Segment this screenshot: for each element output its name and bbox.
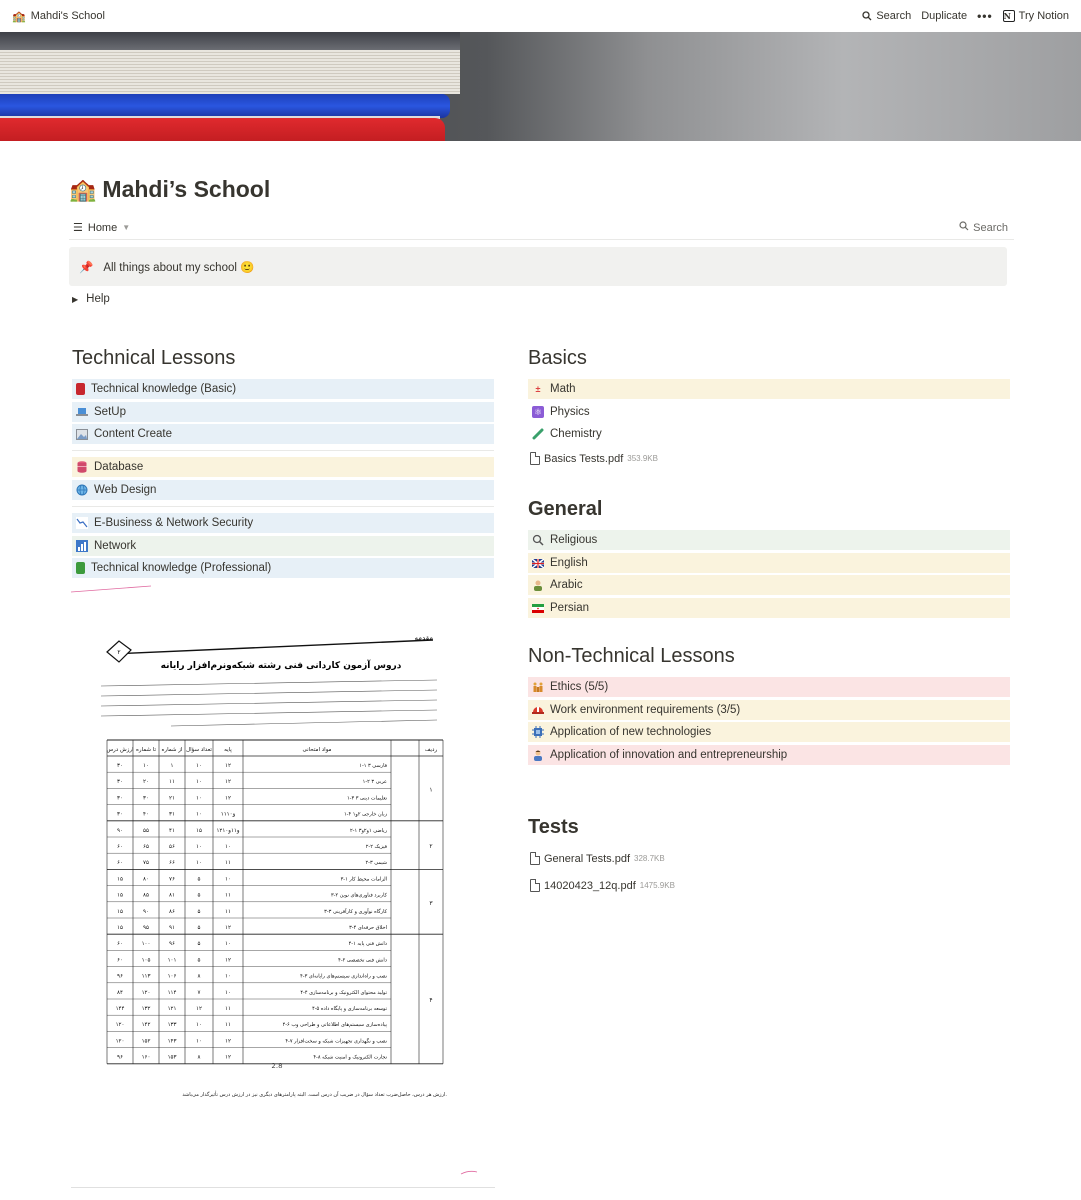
general-item-label: Religious xyxy=(550,534,598,546)
doc-row-count: ۱۰ xyxy=(196,795,202,802)
doc-row-to: ۱۵۲ xyxy=(141,1038,151,1045)
nontech-item-label: Ethics (5/5) xyxy=(550,681,609,693)
doc-row-grade: ۱۰ xyxy=(225,973,231,980)
tech-item-label: Web Design xyxy=(94,484,157,496)
general-item-label: English xyxy=(550,557,588,569)
doc-row-from: ۹۶ xyxy=(169,941,175,948)
doc-row-from: ۱۱ xyxy=(169,779,175,786)
search-icon xyxy=(862,11,872,21)
doc-table-header: تعداد سؤال xyxy=(186,747,212,753)
doc-row-grade: ۱۲ xyxy=(225,763,231,769)
search-icon xyxy=(959,221,969,234)
breadcrumb-label: Mahdi's School xyxy=(30,10,105,22)
helmet-icon xyxy=(532,704,544,716)
file-icon xyxy=(530,852,540,865)
doc-row-value: ۱۲۰ xyxy=(115,1022,125,1029)
help-toggle-label: Help xyxy=(86,293,110,305)
doc-row-subject: ۴-۱ دانش فنی پایه xyxy=(348,941,387,948)
chart-down-icon xyxy=(76,517,88,529)
file-size: 1475.9KB xyxy=(639,881,675,890)
doc-row-to: ۶۵ xyxy=(143,844,149,850)
doc-corner-label: مقدمه xyxy=(414,634,433,642)
math-icon: ± xyxy=(535,384,541,394)
general-tests-file[interactable] xyxy=(530,852,665,865)
search-button[interactable] xyxy=(862,10,911,22)
tech-item-label: Network xyxy=(94,540,137,552)
nontech-item-label: Application of new technologies xyxy=(550,726,712,738)
doc-table-header: ارزش درس xyxy=(106,747,134,753)
view-label: Home xyxy=(87,221,118,234)
doc-row-subject: ۴-۸ تجارت الکترونیک و امنیت شبکه xyxy=(313,1054,387,1061)
doc-row-from: ۱۱۴ xyxy=(167,989,177,996)
doc-footnote: ارزش هر درس، حاصل‌ضرب تعداد سؤال در ضریب آن درس است. البته پارامترهای دیگری نیز در ارزش درس تأثیرگذار می‌باشد. xyxy=(182,1092,447,1098)
tech-item-content-create[interactable] xyxy=(72,424,494,444)
pin-icon: 📌 xyxy=(79,261,94,274)
doc-row-value: ۱۵ xyxy=(117,925,123,931)
doc-row-from: ۵۶ xyxy=(169,844,175,850)
doc-row-to: ۸۵ xyxy=(143,892,149,899)
doc-row-value: ۳۰ xyxy=(117,795,123,802)
uk-flag-icon xyxy=(532,557,544,569)
doc-row-count: ۵ xyxy=(197,908,201,915)
doc-table-header: تا شماره xyxy=(136,747,156,753)
doc-row-to: ۱۶۰ xyxy=(141,1054,151,1061)
file-size: 328.7KB xyxy=(634,854,665,863)
doc-row-value: ۳۰ xyxy=(117,779,123,786)
doc-row-grade: ۱۲ xyxy=(225,957,231,964)
doc-row-value: ۹۰ xyxy=(117,827,123,834)
doc-row-count: ۱۰ xyxy=(196,779,202,786)
doc-row-subject: ۲-۲ فیزیک xyxy=(365,844,387,850)
doc-scale-label: 2.8 xyxy=(271,1062,283,1070)
doc-row-count: ۱۲ xyxy=(196,1006,202,1012)
doc-row-subject: ۲-۳ شیمی xyxy=(365,860,387,867)
tech-item-professional[interactable] xyxy=(72,558,494,578)
doc-row-to: ۱۰۰ xyxy=(141,941,151,948)
doc-row-from: ۱۵۳ xyxy=(167,1054,177,1061)
nontech-item-label: Work environment requirements (3/5) xyxy=(550,704,741,716)
doc-row-grade: ۱۰ xyxy=(225,989,231,996)
doc-row-count: ۱۰ xyxy=(196,811,202,818)
try-notion-button[interactable] xyxy=(1003,10,1069,22)
doc-row-count: ۱۰ xyxy=(196,844,202,850)
atom-icon: ⚛ xyxy=(533,406,543,417)
doc-row-subject: ۳-۲ کاربرد فناوری‌های نوین xyxy=(330,892,387,899)
doc-row-subject: ۳-۱ الزامات محیط کار xyxy=(340,876,387,883)
doc-row-grade: ۱۲ xyxy=(225,1054,231,1061)
doc-group-number: ۲ xyxy=(429,843,433,851)
doc-row-from: ۸۶ xyxy=(169,908,175,915)
school-icon: 🏫 xyxy=(69,176,97,202)
doc-row-from: ۱۰۶ xyxy=(167,973,177,980)
view-search-label: Search xyxy=(973,221,1008,234)
general-item-english[interactable] xyxy=(528,553,1010,573)
database-icon xyxy=(76,461,88,473)
doc-row-value: ۳۰ xyxy=(117,811,123,818)
doc-row-value: ۱۵ xyxy=(117,892,123,899)
doc-row-count: ۵ xyxy=(197,957,201,964)
help-toggle[interactable] xyxy=(72,293,110,305)
general-item-label: Arabic xyxy=(550,579,583,591)
bar-chart-icon xyxy=(76,540,88,552)
school-icon: 🏫 xyxy=(12,10,26,23)
doc-row-value: ۹۶ xyxy=(117,1054,123,1061)
cover-image xyxy=(0,32,1081,141)
doc-row-grade: ۱۲ xyxy=(225,779,231,786)
doc-row-grade: ۱۱ xyxy=(225,1022,231,1029)
doc-row-grade: ۱۰ xyxy=(225,844,231,850)
nontech-item-work-env[interactable] xyxy=(528,700,1010,720)
doc-row-grade: ۱۰ xyxy=(225,876,231,883)
doc-row-from: ۱۴۳ xyxy=(167,1038,177,1045)
doc-row-to: ۲۰ xyxy=(143,779,149,786)
basics-heading: Basics xyxy=(528,347,587,369)
doc-row-value: ۶۰ xyxy=(117,957,123,964)
tech-item-label: Technical knowledge (Basic) xyxy=(91,383,237,395)
tech-item-basic[interactable] xyxy=(72,379,494,399)
doc-row-count: ۵ xyxy=(197,892,201,899)
basics-item-math[interactable] xyxy=(528,379,1010,399)
more-button[interactable]: ••• xyxy=(977,9,993,23)
basics-item-label: Math xyxy=(550,383,576,395)
globe-icon xyxy=(76,484,88,496)
basics-tests-file[interactable] xyxy=(530,452,658,465)
general-heading: General xyxy=(528,498,603,520)
tech-item-database[interactable] xyxy=(72,457,494,477)
doc-row-grade: ۱۱ xyxy=(225,908,231,915)
try-notion-label: Try Notion xyxy=(1018,10,1069,22)
doc-row-to: ۷۵ xyxy=(143,860,149,867)
divider xyxy=(72,450,494,451)
notion-logo-icon: N xyxy=(1003,10,1015,22)
doc-row-count: ۸ xyxy=(197,1054,201,1061)
doc-row-value: ۶۰ xyxy=(117,844,123,850)
doc-row-count: ۵ xyxy=(197,941,201,948)
tech-item-web-design[interactable] xyxy=(72,480,494,500)
doc-group-number: ۴ xyxy=(429,997,433,1004)
doc-row-value: ۱۵ xyxy=(117,908,123,915)
tech-item-setup[interactable] xyxy=(72,402,494,422)
divider xyxy=(72,506,494,507)
test-tube-icon xyxy=(532,428,544,440)
exam-file[interactable] xyxy=(530,879,675,892)
duplicate-button[interactable]: Duplicate xyxy=(921,10,968,22)
doc-table xyxy=(106,740,443,1064)
search-label: Search xyxy=(876,10,912,22)
doc-table-header: پایه xyxy=(224,747,232,753)
doc-row-count: ۱۰ xyxy=(196,1038,202,1045)
doc-group-number: ۱ xyxy=(429,786,433,794)
doc-row-from: ۱۰۱ xyxy=(167,957,177,964)
doc-group-number: ۳ xyxy=(429,899,433,907)
tech-item-ebusiness[interactable] xyxy=(72,513,494,533)
nontech-item-label: Application of innovation and entrepreneurship xyxy=(550,749,788,761)
chip-icon xyxy=(532,726,544,738)
doc-page-number: ۲ xyxy=(117,649,121,656)
technical-heading: Technical Lessons xyxy=(72,347,236,369)
doc-row-subject: ۳-۴ اخلاق حرفه‌ای xyxy=(349,925,387,931)
person-icon xyxy=(532,579,544,591)
callout-text: All things about my school xyxy=(103,261,237,274)
view-search-button[interactable] xyxy=(959,221,1008,234)
doc-row-grade: ۱۲و۱۱و۱۰ xyxy=(216,827,240,834)
doc-row-from: ۸۱ xyxy=(169,892,175,899)
doc-row-count: ۱۰ xyxy=(196,860,202,867)
magnifier-icon xyxy=(532,534,544,546)
file-icon xyxy=(530,879,540,892)
doc-row-to: ۴۰ xyxy=(143,811,149,818)
person-icon xyxy=(532,749,544,761)
doc-row-to: ۱۰۵ xyxy=(141,957,151,964)
nontech-item-ethics[interactable] xyxy=(528,677,1010,697)
doc-heading: دروس آزمون کاردانی فنی رشته شبکه‌ونرم‌افزار رایانه xyxy=(160,661,402,671)
doc-row-subject: ۴-۲ دانش فنی تخصصی xyxy=(338,957,387,964)
file-name: General Tests.pdf xyxy=(544,852,631,865)
smile-icon: 🙂 xyxy=(240,261,255,274)
photo-icon xyxy=(76,428,88,440)
file-name: Basics Tests.pdf xyxy=(544,452,624,465)
doc-row-to: ۱۴۲ xyxy=(141,1022,151,1029)
doc-row-from: ۴۱ xyxy=(169,827,175,834)
basics-item-label: Chemistry xyxy=(550,428,602,440)
doc-row-value: ۹۶ xyxy=(117,973,123,980)
doc-row-grade: ۱۲ xyxy=(225,925,231,931)
file-name: 14020423_12q.pdf xyxy=(544,879,636,892)
doc-row-to: ۳۰ xyxy=(143,795,149,802)
general-item-persian[interactable] xyxy=(528,598,1010,618)
doc-row-grade: ۱۱ xyxy=(225,860,231,867)
red-book-icon xyxy=(76,383,85,395)
doc-row-count: ۷ xyxy=(197,989,201,996)
callout xyxy=(69,247,1007,286)
general-item-label: Persian xyxy=(550,602,589,614)
doc-row-grade: ۱۱و۱۰ xyxy=(220,811,236,818)
iran-flag-icon xyxy=(532,602,544,614)
scanned-document-image[interactable] xyxy=(71,582,495,1188)
doc-row-from: ۶۶ xyxy=(169,860,175,867)
doc-row-to: ۱۰ xyxy=(143,763,149,769)
doc-row-subject: ۳-۳ کارگاه نوآوری و کارآفرینی xyxy=(324,908,387,915)
page-title-text: Mahdi’s School xyxy=(102,176,271,202)
basics-item-label: Physics xyxy=(550,406,590,418)
people-icon xyxy=(532,681,544,693)
basics-item-physics[interactable] xyxy=(528,402,1010,422)
doc-row-value: ۸۴ xyxy=(117,989,123,996)
tech-item-label: Content Create xyxy=(94,428,172,440)
doc-row-to: ۱۱۳ xyxy=(141,973,151,980)
doc-row-to: ۱۲۰ xyxy=(141,989,151,996)
doc-row-value: ۶۰ xyxy=(117,941,123,948)
basics-item-chemistry[interactable] xyxy=(528,424,1010,444)
doc-row-value: ۳۰ xyxy=(117,763,123,769)
doc-row-to: ۹۰ xyxy=(143,908,149,915)
doc-row-to: ۸۰ xyxy=(143,876,149,883)
doc-table-header: ردیف xyxy=(424,747,438,753)
tech-item-label: Technical knowledge (Professional) xyxy=(91,562,272,574)
doc-row-subject: ۴-۴ تولید محتوای الکترونیک و برنامه‌سازی xyxy=(300,989,387,996)
tests-heading: Tests xyxy=(528,816,579,838)
doc-row-from: ۱ xyxy=(170,763,174,769)
tech-item-network[interactable] xyxy=(72,536,494,556)
doc-row-subject: ۱-۳ تعلیمات دینی ۳ xyxy=(346,795,387,802)
doc-row-grade: ۱۰ xyxy=(225,941,231,948)
chevron-down-icon: ▼ xyxy=(122,223,131,232)
doc-row-subject: ۴-۷ نصب و نگهداری تجهیزات شبکه و سخت‌افزار xyxy=(285,1038,387,1045)
doc-table-header: از شماره xyxy=(161,747,183,753)
nontech-heading: Non-Technical Lessons xyxy=(528,645,735,667)
nontech-item-innovation[interactable] xyxy=(528,745,1010,765)
doc-row-grade: ۱۲ xyxy=(225,795,231,802)
doc-row-subject: ۴-۶ پیاده‌سازی سیستم‌های اطلاعاتی و طراحی وب xyxy=(282,1022,387,1029)
green-book-icon xyxy=(76,562,85,574)
doc-row-value: ۱۵ xyxy=(117,876,123,883)
doc-row-count: ۵ xyxy=(197,925,201,931)
tech-item-label: E-Business & Network Security xyxy=(94,517,254,529)
top-bar xyxy=(0,0,1081,32)
doc-row-value: ۱۴۴ xyxy=(115,1006,125,1012)
page-title xyxy=(69,176,270,203)
doc-row-to: ۹۵ xyxy=(143,925,149,931)
tech-item-label: SetUp xyxy=(94,406,126,418)
doc-row-value: ۱۲۰ xyxy=(115,1038,125,1045)
doc-row-subject: ۱-۴ زبان خارجی ۲و۱ xyxy=(343,811,387,818)
document-svg xyxy=(71,582,495,1188)
doc-row-from: ۱۲۱ xyxy=(167,1006,177,1012)
doc-row-subject: ۴-۳ نصب و راه‌اندازی سیستم‌های رایانه‌ای xyxy=(300,973,387,980)
doc-row-from: ۷۶ xyxy=(169,876,175,883)
triangle-right-icon: ▶ xyxy=(72,294,79,304)
breadcrumb[interactable] xyxy=(12,10,105,23)
doc-row-count: ۱۰ xyxy=(196,1022,202,1029)
doc-row-grade: ۱۱ xyxy=(225,892,231,899)
doc-row-grade: ۱۱ xyxy=(225,1006,231,1012)
doc-row-count: ۵ xyxy=(197,876,201,883)
file-icon xyxy=(530,452,540,465)
laptop-icon xyxy=(76,406,88,418)
doc-row-count: ۱۵ xyxy=(196,827,202,834)
file-size: 353.9KB xyxy=(627,454,658,463)
doc-row-from: ۹۱ xyxy=(169,925,175,931)
doc-row-from: ۲۱ xyxy=(169,795,175,802)
doc-row-grade: ۱۲ xyxy=(225,1038,231,1045)
doc-row-to: ۱۳۲ xyxy=(141,1006,151,1012)
doc-row-count: ۸ xyxy=(197,973,201,980)
doc-row-subject: ۱-۱ فارسی ۳ xyxy=(359,763,387,769)
nontech-item-new-tech[interactable] xyxy=(528,722,1010,742)
doc-row-from: ۳۱ xyxy=(169,811,175,818)
doc-row-to: ۵۵ xyxy=(143,827,149,834)
doc-row-from: ۱۳۳ xyxy=(167,1022,177,1029)
doc-row-value: ۶۰ xyxy=(117,860,123,867)
doc-row-subject: ۲-۱ ریاضی ۱و۲و۳ xyxy=(349,827,387,834)
doc-table-header: مواد امتحانی xyxy=(302,747,332,753)
doc-row-subject: ۱-۲ عربی ۳ xyxy=(362,779,387,786)
view-bar xyxy=(69,216,1014,240)
doc-row-count: ۱۰ xyxy=(196,763,202,769)
general-item-arabic[interactable] xyxy=(528,575,1010,595)
doc-row-subject: ۴-۵ توسعه برنامه‌سازی و پایگاه داده xyxy=(312,1006,387,1012)
tech-item-label: Database xyxy=(94,461,144,473)
list-icon: ☰ xyxy=(73,222,83,234)
general-item-religious[interactable] xyxy=(528,530,1010,550)
view-selector[interactable] xyxy=(69,221,130,234)
